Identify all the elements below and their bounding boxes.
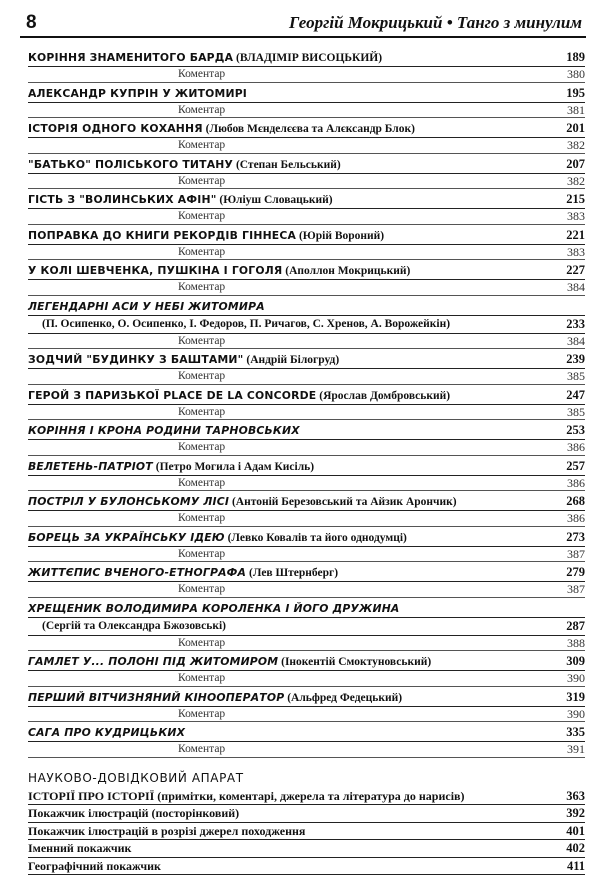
entry-title: ПОСТРІЛ У БУЛОНСЬКОМУ ЛІСІ [28, 495, 229, 508]
comment-row [28, 103, 585, 119]
entry-title: ХРЕЩЕНИК ВОЛОДИМИРА КОРОЛЕНКА І ЙОГО ДРУЖИНА [28, 602, 400, 615]
comment-label: Коментар [178, 138, 225, 152]
entry-subject-line [28, 316, 585, 334]
comment-row [28, 511, 585, 527]
entry-page: 273 [566, 529, 585, 546]
comment-page: 381 [567, 103, 585, 117]
comment-row [28, 440, 585, 456]
comment-label: Коментар [178, 245, 225, 259]
appendix-title: Географічний покажчик [28, 859, 161, 873]
entry-title: ВЕЛЕТЕНЬ-ПАТРІОТ [28, 460, 153, 473]
entry-page: 221 [566, 227, 585, 244]
comment-label: Коментар [178, 280, 225, 294]
toc-entry [28, 422, 585, 440]
entry-subject: (Степан Бельський) [236, 159, 341, 171]
entry-page: 253 [566, 422, 585, 439]
appendix-item [28, 788, 585, 806]
comment-page: 388 [567, 636, 585, 650]
comment-page: 387 [567, 582, 585, 596]
comment-page: 382 [567, 174, 585, 188]
entry-subject: (Петро Могила і Адам Кисіль) [156, 461, 314, 473]
comment-page: 380 [567, 67, 585, 81]
entry-page: 268 [566, 493, 585, 510]
appendix-page: 402 [566, 840, 585, 856]
entry-subject: (Левко Ковалів та його однодумці) [228, 532, 407, 544]
comment-page: 383 [567, 209, 585, 223]
entry-title: ЛЕГЕНДАРНІ АСИ У НЕБІ ЖИТОМИРА [28, 300, 265, 313]
comment-label: Коментар [178, 707, 225, 721]
entry-page: 189 [566, 49, 585, 66]
page-header [20, 10, 586, 38]
toc-entry [28, 689, 585, 707]
toc-entry [28, 227, 585, 245]
entry-title: САГА ПРО КУДРИЦЬКИХ [28, 726, 185, 739]
appendix-list [28, 788, 585, 875]
comment-row [28, 582, 585, 598]
comment-label: Коментар [178, 174, 225, 188]
comment-row [28, 369, 585, 385]
comment-label: Коментар [178, 405, 225, 419]
entry-page: 215 [566, 191, 585, 208]
toc-entries [28, 49, 585, 758]
comment-label: Коментар [178, 511, 225, 525]
appendix-page: 363 [566, 788, 585, 804]
comment-page: 390 [567, 671, 585, 685]
comment-row [28, 280, 585, 296]
entry-page: 279 [566, 564, 585, 581]
comment-label: Коментар [178, 209, 225, 223]
appendix-title: ІСТОРІЇ ПРО ІСТОРІЇ (примітки, коментарі, джерела та література до нарисів) [28, 789, 465, 803]
entry-subject: (Андрій Білогруд) [246, 354, 339, 366]
comment-page: 385 [567, 369, 585, 383]
entry-title: "БАТЬКО" ПОЛІСЬКОГО ТИТАНУ [28, 158, 233, 171]
comment-label: Коментар [178, 476, 225, 490]
entry-page: 335 [566, 724, 585, 741]
comment-row [28, 671, 585, 687]
comment-page: 386 [567, 440, 585, 454]
appendix-item [28, 840, 585, 858]
appendix-page: 401 [566, 823, 585, 839]
entry-page: 257 [566, 458, 585, 475]
entry-subject: (Любов Мєнделєєва та Алєксандр Блок) [206, 123, 415, 135]
comment-label: Коментар [178, 582, 225, 596]
entry-page: 201 [566, 120, 585, 137]
entry-page: 319 [566, 689, 585, 706]
comment-page: 384 [567, 334, 585, 348]
comment-page: 382 [567, 138, 585, 152]
entry-title: КОРІННЯ ЗНАМЕНИТОГО БАРДА [28, 51, 233, 64]
entry-subject-line [28, 618, 585, 636]
entry-subject: (ВЛАДІМІР ВИСОЦЬКИЙ) [236, 52, 382, 64]
appendix-page: 392 [566, 805, 585, 821]
entry-page: 227 [566, 262, 585, 279]
entry-page: 233 [566, 316, 585, 333]
entry-title: КОРІННЯ І КРОНА РОДИНИ ТАРНОВСЬКИХ [28, 424, 300, 437]
entry-subject: (П. Осипенко, О. Осипенко, І. Федоров, П. Ричагов, С. Хренов, А. Ворожейкін) [42, 318, 450, 330]
entry-subject: (Ярослав Домбровський) [319, 390, 450, 402]
appendix-item [28, 858, 585, 875]
entry-page: 309 [566, 653, 585, 670]
comment-page: 391 [567, 742, 585, 756]
comment-row [28, 209, 585, 225]
running-head: Георгій Мокрицький • Танго з минулим [289, 13, 582, 33]
entry-page: 247 [566, 387, 585, 404]
comment-label: Коментар [178, 67, 225, 81]
comment-label: Коментар [178, 440, 225, 454]
comment-row [28, 707, 585, 723]
comment-row [28, 405, 585, 421]
comment-page: 390 [567, 707, 585, 721]
toc-entry [28, 120, 585, 138]
comment-row [28, 476, 585, 492]
toc-entry [28, 458, 585, 476]
appendix-item [28, 823, 585, 841]
toc-entry [28, 564, 585, 582]
entry-title: ЗОДЧИЙ "БУДИНКУ З БАШТАМИ" [28, 353, 243, 366]
comment-label: Коментар [178, 636, 225, 650]
comment-page: 384 [567, 280, 585, 294]
entry-title: ГЕРОЙ З ПАРИЗЬКОЇ PLACE DE LA CONCORDE [28, 389, 316, 402]
entry-subject: (Аполлон Мокрицький) [285, 265, 410, 277]
entry-subject: (Юрій Вороний) [299, 230, 384, 242]
comment-label: Коментар [178, 334, 225, 348]
entry-subject: (Лев Штернберг) [249, 567, 338, 579]
comment-label: Коментар [178, 742, 225, 756]
table-of-contents [28, 49, 585, 875]
comment-page: 386 [567, 511, 585, 525]
toc-entry [28, 85, 585, 103]
page-number: 8 [26, 12, 37, 34]
entry-title: ПЕРШИЙ ВІТЧИЗНЯНИЙ КІНООПЕРАТОР [28, 691, 284, 704]
entry-page: 207 [566, 156, 585, 173]
comment-row [28, 174, 585, 190]
toc-entry [28, 493, 585, 511]
entry-page: 239 [566, 351, 585, 368]
comment-row [28, 245, 585, 261]
comment-page: 386 [567, 476, 585, 490]
toc-entry [28, 387, 585, 405]
toc-entry [28, 724, 585, 742]
entry-subject: (Альфред Федецький) [287, 692, 402, 704]
toc-entry [28, 600, 585, 618]
toc-entry [28, 298, 585, 316]
comment-row [28, 742, 585, 758]
comment-row [28, 67, 585, 83]
entry-subject: (Сергій та Олександра Бжозовські) [42, 620, 226, 632]
toc-entry [28, 191, 585, 209]
entry-title: ГАМЛЕТ У... ПОЛОНІ ПІД ЖИТОМИРОМ [28, 655, 278, 668]
appendix-page: 411 [567, 858, 585, 874]
toc-entry [28, 49, 585, 67]
entry-title: ПОПРАВКА ДО КНИГИ РЕКОРДІВ ГІННЕСА [28, 229, 296, 242]
entry-subject: (Інокентій Смоктуновський) [281, 656, 431, 668]
entry-title: У КОЛІ ШЕВЧЕНКА, ПУШКІНА І ГОГОЛЯ [28, 264, 282, 277]
toc-entry [28, 262, 585, 280]
comment-page: 385 [567, 405, 585, 419]
comment-label: Коментар [178, 103, 225, 117]
entry-subject: (Антоній Березовський та Айзик Арончик) [232, 496, 457, 508]
comment-row [28, 138, 585, 154]
entry-subject: (Юліуш Словацький) [219, 194, 332, 206]
toc-entry [28, 351, 585, 369]
entry-title: ІСТОРІЯ ОДНОГО КОХАННЯ [28, 122, 203, 135]
comment-page: 383 [567, 245, 585, 259]
entry-title: АЛЕКСАНДР КУПРІН У ЖИТОМИРІ [28, 87, 247, 100]
comment-row [28, 547, 585, 563]
comment-label: Коментар [178, 547, 225, 561]
appendix-title: Іменний покажчик [28, 841, 131, 855]
appendix-item [28, 805, 585, 823]
entry-title: БОРЕЦЬ ЗА УКРАЇНСЬКУ ІДЕЮ [28, 531, 225, 544]
comment-page: 387 [567, 547, 585, 561]
comment-label: Коментар [178, 369, 225, 383]
toc-entry [28, 156, 585, 174]
comment-row [28, 636, 585, 652]
entry-title: ЖИТТЄПИС ВЧЕНОГО-ЕТНОГРАФА [28, 566, 246, 579]
entry-title: ГІСТЬ З "ВОЛИНСЬКИХ АФІН" [28, 193, 217, 206]
entry-page: 287 [566, 618, 585, 635]
entry-page: 195 [566, 85, 585, 102]
appendix-title: Покажчик ілюстрацій в розрізі джерел походження [28, 824, 305, 838]
appendix-title: Покажчик ілюстрацій (посторінковий) [28, 806, 239, 820]
toc-entry [28, 653, 585, 671]
toc-entry [28, 529, 585, 547]
comment-row [28, 334, 585, 350]
appendix-heading: НАУКОВО-ДОВІДКОВИЙ АПАРАТ [28, 768, 585, 788]
comment-label: Коментар [178, 671, 225, 685]
